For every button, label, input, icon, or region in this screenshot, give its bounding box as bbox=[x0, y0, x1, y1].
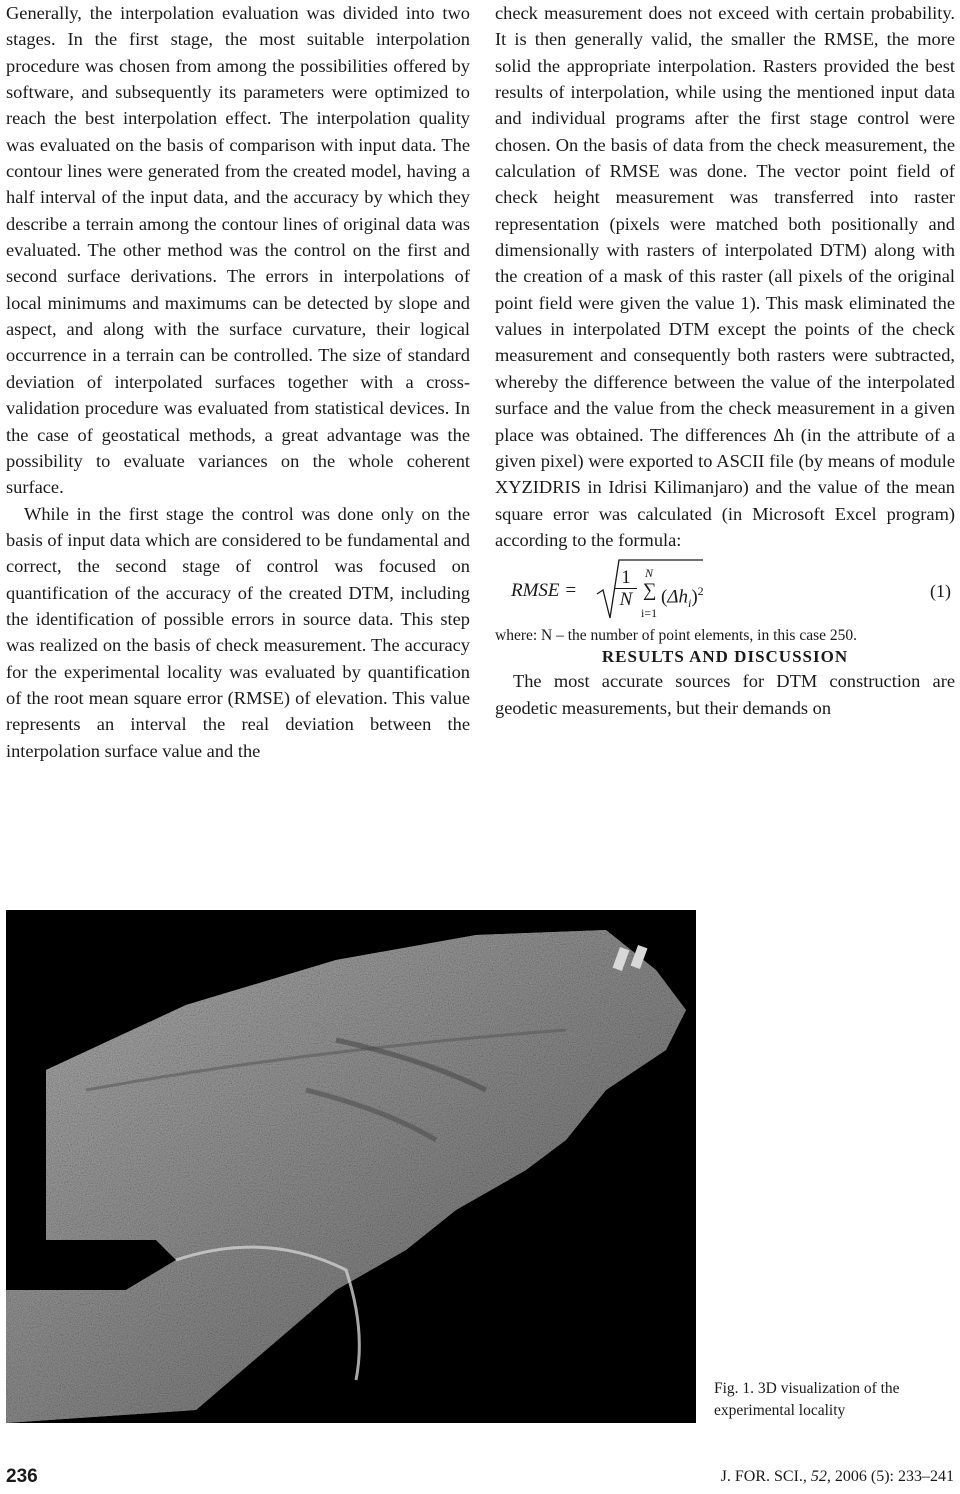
formula-denominator: N bbox=[619, 589, 633, 611]
rmse-formula bbox=[495, 556, 955, 626]
formula-expression: $(\Delta h_i)^2$ bbox=[661, 584, 704, 611]
right-paragraph-1: check measurement does not exceed with certain probability. It is then generally valid, the smaller the RMSE, the more solid the appropriate interpolation. Rasters provided the best results of interpolation, while using the mentioned input data and individual programs after the first stage control were chosen. On the basis of data from the check measurement, the calculation of RMSE was done. The vector point field of check height measurement was transferred into raster representation (pixels were matched both positionally and dimensionally with rasters of interpolated DTM) along with the creation of a mask of this raster (all pixels of the original point field were given the value 1). This mask eliminated the values in interpolated DTM except the points of the check measurement and consequently both rasters were subtracted, whereby the difference between the value of the interpolated surface and the value from the check measurement in a given place was obtained. The differences Δh (in the attribute of a given pixel) were exported to ASCII file (by means of module XYZIDRIS in Idrisi Kilimanjaro) and the value of the mean square error was calculated (in Microsoft Excel program) according to the formula: bbox=[495, 3, 955, 550]
sum-upper-limit: N bbox=[645, 566, 654, 581]
journal-suffix: , 2006 (5): 233–241 bbox=[826, 1468, 954, 1485]
where-note: where: N – the number of point elements, in this case 250. bbox=[495, 627, 858, 645]
formula-lhs: RMSE = bbox=[511, 580, 578, 602]
sum-symbol: ∑ bbox=[643, 580, 657, 602]
formula-fraction bbox=[615, 568, 637, 611]
figure-caption: Fig. 1. 3D visualization of the experimental locality bbox=[714, 1380, 900, 1419]
left-paragraph-2: While in the first stage the control was done only on the basis of input data which are considered to be fundamental and correct, the second stage of control was focused on quantification of the accuracy of the created DTM, including the identification of possible errors in source data. This step was realized on the basis of check measurement. The accuracy for the experimental locality was evaluated by quantification of the root mean square error (RMSE) of elevation. This value represents an interval the real deviation between the interpolation surface value and the bbox=[6, 503, 470, 761]
left-column bbox=[6, 0, 470, 764]
left-paragraph-1: Generally, the interpolation evaluation was divided into two stages. In the first stage, the most suitable interpolation procedure was chosen from among the possibilities offered by software, and subsequently its parameters were optimized to reach the best interpolation effect. The interpolation quality was evaluated on the basis of comparison with input data. The contour lines were generated from the created model, having a half interval of the input data, and the accuracy by which they describe a terrain among the contour lines of original data was evaluated. The other method was the control on the first and second surface derivations. The errors in interpolations of local minimums and maximums can be detected by slope and aspect, and along with the surface curvature, their logical occurrence in a terrain can be controlled. The size of standard deviation of interpolated surfaces together with a cross-validation procedure was evaluated from statistical devices. In the case of geostatical methods, a great advantage was the possibility to evaluate variances on the whole coherent surface. bbox=[6, 3, 470, 498]
sum-lower-limit: i=1 bbox=[641, 606, 658, 621]
equation-number: (1) bbox=[930, 581, 951, 602]
right-paragraph-2: The most accurate sources for DTM construction are geodetic measurements, but their demands on bbox=[495, 671, 955, 718]
terrain-surface bbox=[6, 930, 686, 1423]
journal-prefix: J. FOR. SCI., bbox=[720, 1468, 807, 1485]
section-heading: RESULTS AND DISCUSSION bbox=[601, 647, 849, 667]
terrain-3d-figure bbox=[6, 910, 696, 1423]
formula-numerator: 1 bbox=[621, 567, 631, 589]
journal-volume: 52 bbox=[810, 1468, 827, 1485]
right-column bbox=[495, 0, 955, 721]
page-number: 236 bbox=[6, 1466, 38, 1487]
terrain-image bbox=[6, 910, 696, 1423]
journal-citation bbox=[721, 1468, 954, 1486]
